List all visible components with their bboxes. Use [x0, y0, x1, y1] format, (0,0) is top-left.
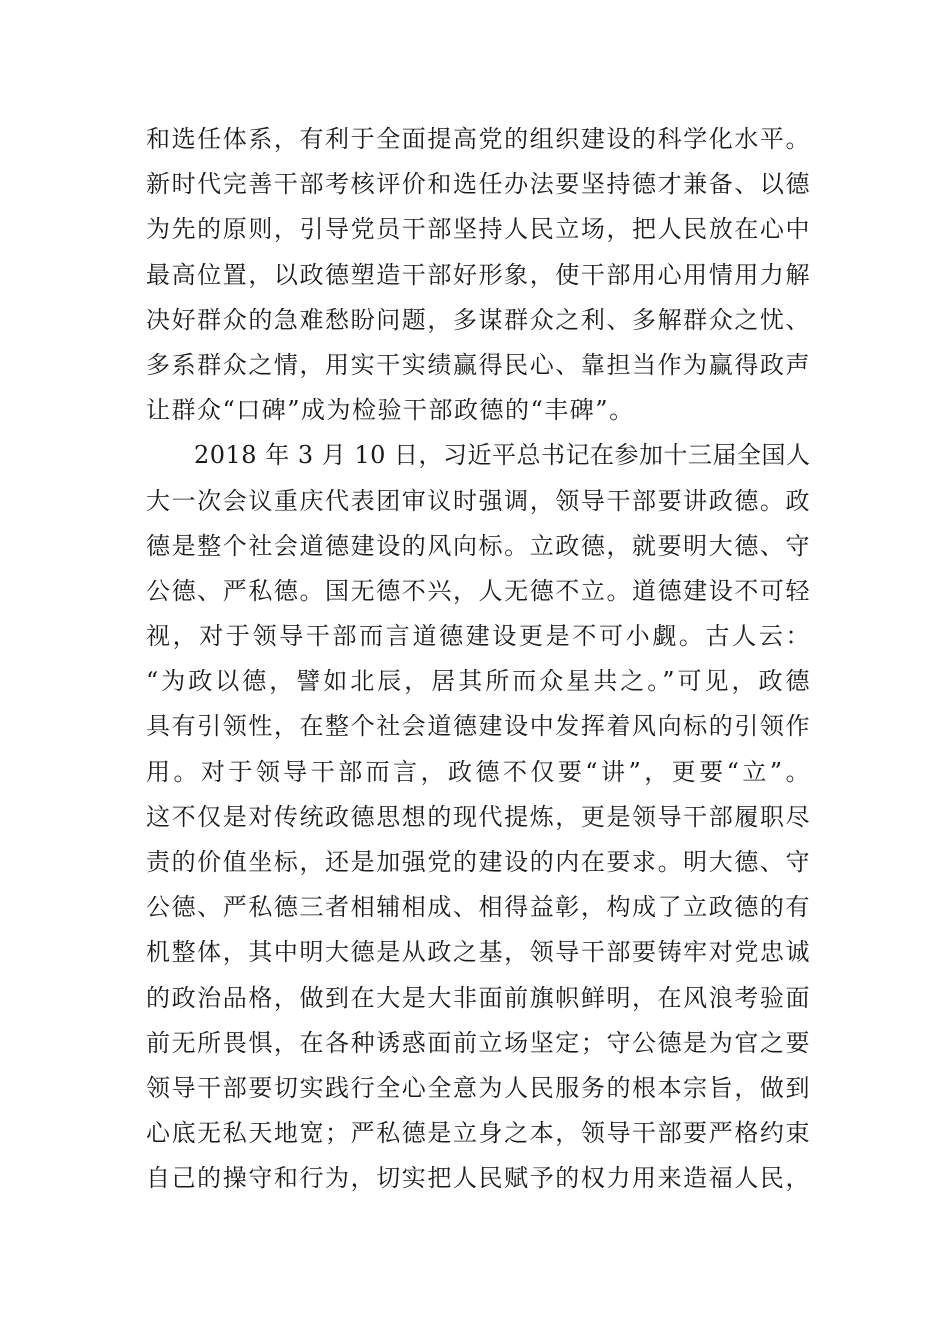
text-line: 视，对于领导干部而言道德建设更是不可小觑。古人云：	[146, 622, 810, 651]
text-line: 和选任体系，有利于全面提高党的组织建设的科学化水平。	[146, 125, 810, 153]
text-line: 让群众“口碑”成为检验干部政德的“丰碑”。	[146, 396, 635, 425]
text-line: 新时代完善干部考核评价和选任办法要坚持德才兼备、以德	[146, 170, 810, 199]
text-line: 公德、严私德三者相辅相成、相得益彰，构成了立政德的有	[146, 893, 810, 922]
text-line: 用。对于领导干部而言，政德不仅要“讲”，更要“立”。	[146, 757, 810, 786]
text-line: 为先的原则，引导党员干部坚持人民立场，把人民放在心中	[146, 215, 810, 244]
text-line: 领导干部要切实践行全心全意为人民服务的根本宗旨，做到	[146, 1073, 810, 1102]
text-line: 德是整个社会道德建设的风向标。立政德，就要明大德、守	[146, 531, 810, 560]
paragraph-start-line: 2018 年 3 月 10 日，习近平总书记在参加十三届全国人	[194, 441, 811, 470]
text-line: 最高位置，以政德塑造干部好形象，使干部用心用情用力解	[146, 260, 810, 289]
text-line: 具有引领性，在整个社会道德建设中发挥着风向标的引领作	[146, 712, 810, 741]
text-line: 的政治品格，做到在大是大非面前旗帜鲜明，在风浪考验面	[146, 983, 810, 1012]
text-line: 机整体，其中明大德是从政之基，领导干部要铸牢对党忠诚	[146, 938, 810, 967]
text-line: 这不仅是对传统政德思想的现代提炼，更是领导干部履职尽	[146, 802, 810, 831]
body-text	[146, 117, 810, 1202]
text-line: 心底无私天地宽；严私德是立身之本，领导干部要严格约束	[146, 1119, 810, 1148]
text-line: 自己的操守和行为，切实把人民赋予的权力用来造福人民，	[146, 1164, 810, 1193]
text-line: 前无所畏惧，在各种诱惑面前立场坚定；守公德是为官之要	[146, 1028, 810, 1057]
text-line: 多系群众之情，用实干实绩赢得民心、靠担当作为赢得政声	[146, 350, 810, 379]
text-line: 决好群众的急难愁盼问题，多谋群众之利、多解群众之忧、	[146, 305, 810, 334]
text-line: 大一次会议重庆代表团审议时强调，领导干部要讲政德。政	[146, 486, 810, 515]
text-line: “为政以德，譬如北辰，居其所而众星共之。”可见，政德	[146, 667, 810, 696]
text-line: 公德、严私德。国无德不兴，人无德不立。道德建设不可轻	[146, 576, 810, 605]
text-line: 责的价值坐标，还是加强党的建设的内在要求。明大德、守	[146, 848, 810, 876]
